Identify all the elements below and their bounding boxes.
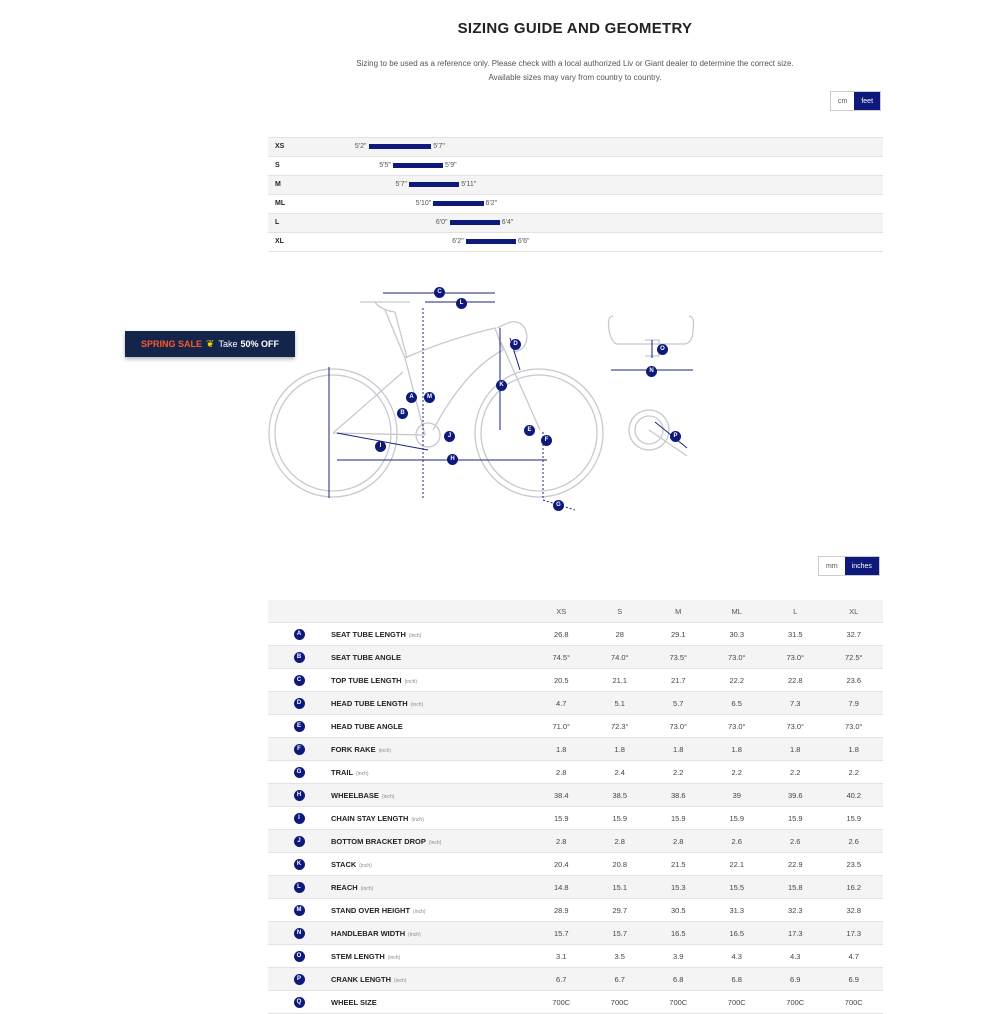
table-cell: 700C xyxy=(591,991,650,1014)
row-letter-badge: M xyxy=(294,905,305,916)
table-cell: 2.8 xyxy=(532,761,591,784)
size-row-ml xyxy=(268,194,883,213)
row-letter-badge: Q xyxy=(294,997,305,1008)
table-cell: 21.7 xyxy=(649,669,708,692)
row-name-text: STAND OVER HEIGHT xyxy=(331,905,411,915)
row-letter-cell xyxy=(268,784,330,807)
row-letter-cell xyxy=(268,830,330,853)
table-cell: 20.5 xyxy=(532,669,591,692)
row-letter-cell xyxy=(268,623,330,646)
table-cell: 31.5 xyxy=(766,623,825,646)
row-letter-cell xyxy=(268,876,330,899)
diagram-label-c: C xyxy=(434,287,445,298)
row-letter-cell xyxy=(268,738,330,761)
table-cell: 15.9 xyxy=(766,807,825,830)
page-title: SIZING GUIDE AND GEOMETRY xyxy=(457,20,693,37)
table-cell: 73.5° xyxy=(649,646,708,669)
table-cell: 30.3 xyxy=(708,623,767,646)
row-letter-badge: A xyxy=(294,629,305,640)
row-unit: (inch) xyxy=(381,793,395,800)
table-row xyxy=(268,853,883,876)
row-letter-badge: L xyxy=(294,882,305,893)
table-cell: 15.9 xyxy=(825,807,884,830)
table-cell: 39.6 xyxy=(766,784,825,807)
size-row-s xyxy=(268,156,883,175)
table-cell: 22.1 xyxy=(708,853,767,876)
table-cell: 4.3 xyxy=(708,945,767,968)
size-min-height: 5'2" xyxy=(354,143,367,150)
row-name xyxy=(330,876,532,899)
diagram-label-i: I xyxy=(375,441,386,452)
row-unit: (inch) xyxy=(410,701,424,708)
table-row xyxy=(268,991,883,1014)
table-cell: 16.2 xyxy=(825,876,884,899)
size-label: ML xyxy=(275,200,286,207)
row-name-text: TRAIL xyxy=(331,767,354,777)
row-name-text: BOTTOM BRACKET DROP xyxy=(331,836,426,846)
diagram-label-a: A xyxy=(406,392,417,403)
table-cell: 2.2 xyxy=(649,761,708,784)
row-unit: (inch) xyxy=(408,931,421,938)
table-row xyxy=(268,669,883,692)
row-name xyxy=(330,646,532,669)
table-cell: 14.8 xyxy=(532,876,591,899)
table-cell: 26.8 xyxy=(532,623,591,646)
size-column-header: L xyxy=(766,600,825,623)
table-cell: 1.8 xyxy=(825,738,884,761)
table-cell: 4.7 xyxy=(532,692,591,715)
size-column-header: XL xyxy=(825,600,884,623)
table-cell: 2.2 xyxy=(825,761,884,784)
table-cell: 5.7 xyxy=(649,692,708,715)
table-row xyxy=(268,899,883,922)
row-name-text: TOP TUBE LENGTH xyxy=(331,675,402,685)
table-cell: 73.0° xyxy=(766,646,825,669)
table-cell: 15.9 xyxy=(591,807,650,830)
table-cell: 38.6 xyxy=(649,784,708,807)
table-cell: 22.2 xyxy=(708,669,767,692)
banner-sale-text: SPRING SALE xyxy=(141,339,203,349)
size-range-bar xyxy=(466,239,516,244)
table-cell: 73.0° xyxy=(766,715,825,738)
row-name-text: FORK RAKE xyxy=(331,744,376,754)
table-cell: 73.0° xyxy=(708,715,767,738)
row-unit: (inch) xyxy=(408,632,422,639)
table-cell: 39 xyxy=(708,784,767,807)
row-unit: (inch) xyxy=(356,770,369,777)
row-unit: (inch) xyxy=(394,977,407,984)
row-name xyxy=(330,991,532,1014)
size-column-header: ML xyxy=(708,600,767,623)
row-name xyxy=(330,623,532,646)
size-min-height: 6'2" xyxy=(452,238,464,245)
table-cell: 17.3 xyxy=(825,922,884,945)
size-column-header: S xyxy=(591,600,650,623)
table-row xyxy=(268,830,883,853)
table-cell: 2.2 xyxy=(766,761,825,784)
table-cell: 700C xyxy=(825,991,884,1014)
table-cell: 5.1 xyxy=(591,692,650,715)
table-cell: 6.9 xyxy=(766,968,825,991)
table-cell: 72.3° xyxy=(591,715,650,738)
size-row-xs xyxy=(268,137,883,156)
row-letter-cell xyxy=(268,945,330,968)
size-min-height: 5'5" xyxy=(379,162,391,169)
row-letter-badge: G xyxy=(294,767,305,778)
row-unit: (inch) xyxy=(378,747,392,754)
table-cell: 29.7 xyxy=(591,899,650,922)
table-cell: 6.8 xyxy=(708,968,767,991)
size-label: S xyxy=(275,162,280,169)
diagram-label-o: O xyxy=(657,344,668,355)
row-name-text: REACH xyxy=(331,882,358,892)
table-cell: 15.7 xyxy=(591,922,650,945)
sprout-icon: ❦ xyxy=(206,338,215,350)
row-letter-cell xyxy=(268,922,330,945)
table-cell: 15.5 xyxy=(708,876,767,899)
row-name-text: HEAD TUBE LENGTH xyxy=(331,698,408,708)
row-name xyxy=(330,922,532,945)
table-cell: 20.8 xyxy=(591,853,650,876)
table-cell: 2.8 xyxy=(591,830,650,853)
row-name-text: WHEEL SIZE xyxy=(331,997,377,1007)
row-name-text: HANDLEBAR WIDTH xyxy=(331,928,406,938)
row-name-text: HEAD TUBE ANGLE xyxy=(331,721,403,731)
row-letter-cell xyxy=(268,761,330,784)
row-letter-cell xyxy=(268,669,330,692)
table-cell: 2.6 xyxy=(825,830,884,853)
table-cell: 15.1 xyxy=(591,876,650,899)
size-range-bar xyxy=(450,220,500,225)
row-name-text: STEM LENGTH xyxy=(331,951,385,961)
size-max-height: 5'9" xyxy=(445,162,457,169)
row-name xyxy=(330,853,532,876)
size-column-header: XS xyxy=(532,600,591,623)
size-max-height: 6'6" xyxy=(517,238,530,245)
size-range-bar xyxy=(409,182,459,187)
table-cell: 6.5 xyxy=(708,692,767,715)
table-cell: 2.6 xyxy=(708,830,767,853)
size-label: M xyxy=(275,181,281,188)
size-column-header: M xyxy=(649,600,708,623)
table-cell: 700C xyxy=(532,991,591,1014)
table-cell: 3.5 xyxy=(591,945,650,968)
table-cell: 32.8 xyxy=(825,899,884,922)
row-name xyxy=(330,830,532,853)
table-cell: 17.3 xyxy=(766,922,825,945)
row-name xyxy=(330,761,532,784)
size-row-xl xyxy=(268,232,883,252)
row-name-text: CHAIN STAY LENGTH xyxy=(331,813,409,823)
table-cell: 23.6 xyxy=(825,669,884,692)
table-cell: 32.7 xyxy=(825,623,884,646)
row-letter-cell xyxy=(268,853,330,876)
subtitle-line-2: Available sizes may vary from country to country. xyxy=(488,73,662,82)
table-cell: 1.8 xyxy=(766,738,825,761)
banner-take-text: Take xyxy=(218,339,238,349)
row-name xyxy=(330,899,532,922)
row-letter-badge: J xyxy=(294,836,305,847)
table-row xyxy=(268,715,883,738)
diagram-label-g: G xyxy=(553,500,564,511)
banner-discount-text: 50% OFF xyxy=(240,339,279,349)
table-row xyxy=(268,623,883,646)
diagram-label-e: E xyxy=(524,425,535,436)
row-unit: (inch) xyxy=(387,954,401,961)
size-max-height: 5'11" xyxy=(461,181,477,188)
table-cell: 23.5 xyxy=(825,853,884,876)
diagram-label-l: L xyxy=(456,298,467,309)
row-letter-badge: K xyxy=(294,859,305,870)
row-letter-cell xyxy=(268,968,330,991)
table-cell: 16.5 xyxy=(649,922,708,945)
row-name-text: SEAT TUBE ANGLE xyxy=(331,652,402,662)
table-cell: 15.9 xyxy=(649,807,708,830)
row-letter-badge: B xyxy=(294,652,305,663)
size-range-bar xyxy=(393,163,443,168)
table-cell: 6.9 xyxy=(825,968,884,991)
table-row xyxy=(268,968,883,991)
diagram-label-b: B xyxy=(397,408,408,419)
table-cell: 4.7 xyxy=(825,945,884,968)
size-max-height: 5'7" xyxy=(433,143,445,150)
size-row-m xyxy=(268,175,883,194)
row-letter-cell xyxy=(268,692,330,715)
inches-toggle-button[interactable]: inches xyxy=(845,557,879,575)
row-letter-badge: H xyxy=(294,790,305,801)
table-cell: 40.2 xyxy=(825,784,884,807)
table-cell: 31.3 xyxy=(708,899,767,922)
table-cell: 1.8 xyxy=(532,738,591,761)
row-unit: (inch) xyxy=(404,678,418,685)
table-cell: 73.0° xyxy=(649,715,708,738)
size-label: XL xyxy=(275,238,284,245)
table-row xyxy=(268,876,883,899)
height-unit-toggle xyxy=(830,91,881,111)
row-name-text: CRANK LENGTH xyxy=(331,974,391,984)
table-cell: 700C xyxy=(766,991,825,1014)
rider-height-chart xyxy=(268,137,883,252)
row-name xyxy=(330,738,532,761)
table-row xyxy=(268,738,883,761)
table-cell: 15.8 xyxy=(766,876,825,899)
row-letter-badge: D xyxy=(294,698,305,709)
table-row xyxy=(268,807,883,830)
table-row xyxy=(268,761,883,784)
table-cell: 1.8 xyxy=(591,738,650,761)
table-cell: 29.1 xyxy=(649,623,708,646)
row-letter-cell xyxy=(268,807,330,830)
row-letter-cell xyxy=(268,899,330,922)
row-name xyxy=(330,968,532,991)
row-unit: (inch) xyxy=(413,908,426,915)
table-cell: 4.3 xyxy=(766,945,825,968)
size-label: L xyxy=(275,219,280,226)
front-wheel xyxy=(475,369,603,497)
row-letter-badge: E xyxy=(294,721,305,732)
crankset-diagram xyxy=(625,400,700,470)
geometry-unit-toggle xyxy=(818,556,880,576)
table-cell: 15.7 xyxy=(532,922,591,945)
diagram-label-f: F xyxy=(541,435,552,446)
table-cell: 21.5 xyxy=(649,853,708,876)
table-row xyxy=(268,945,883,968)
row-name xyxy=(330,784,532,807)
row-letter-badge: F xyxy=(294,744,305,755)
table-cell: 20.4 xyxy=(532,853,591,876)
table-cell: 3.9 xyxy=(649,945,708,968)
row-name xyxy=(330,807,532,830)
table-cell: 700C xyxy=(708,991,767,1014)
geometry-header-row xyxy=(268,600,883,623)
table-cell: 32.3 xyxy=(766,899,825,922)
row-name-text: SEAT TUBE LENGTH xyxy=(331,629,406,639)
geometry-table xyxy=(268,600,883,1014)
row-unit: (inch) xyxy=(359,862,372,869)
table-cell: 700C xyxy=(649,991,708,1014)
size-min-height: 6'0" xyxy=(435,219,448,226)
table-cell: 73.0° xyxy=(708,646,767,669)
table-cell: 6.8 xyxy=(649,968,708,991)
row-name xyxy=(330,692,532,715)
row-letter-cell xyxy=(268,991,330,1014)
table-cell: 2.8 xyxy=(649,830,708,853)
row-letter-badge: C xyxy=(294,675,305,686)
row-letter-badge: O xyxy=(294,951,305,962)
table-row xyxy=(268,692,883,715)
row-name-text: WHEELBASE xyxy=(331,790,379,800)
row-letter-cell xyxy=(268,646,330,669)
table-cell: 16.5 xyxy=(708,922,767,945)
table-cell: 74.5° xyxy=(532,646,591,669)
diagram-label-d: D xyxy=(510,339,521,350)
table-row xyxy=(268,784,883,807)
diagram-label-j: J xyxy=(444,431,455,442)
header-spacer xyxy=(268,600,532,623)
size-row-l xyxy=(268,213,883,232)
table-cell: 15.9 xyxy=(532,807,591,830)
table-cell: 38.5 xyxy=(591,784,650,807)
table-cell: 30.5 xyxy=(649,899,708,922)
row-name xyxy=(330,945,532,968)
table-cell: 6.7 xyxy=(591,968,650,991)
size-max-height: 6'4" xyxy=(501,219,514,226)
table-cell: 2.8 xyxy=(532,830,591,853)
table-row xyxy=(268,922,883,945)
size-min-height: 5'7" xyxy=(395,181,407,188)
table-cell: 3.1 xyxy=(532,945,591,968)
row-name-text: STACK xyxy=(331,859,357,869)
diagram-label-n: N xyxy=(646,366,657,377)
table-cell: 15.9 xyxy=(708,807,767,830)
table-cell: 73.0° xyxy=(825,715,884,738)
size-range-bar xyxy=(369,144,432,149)
row-letter-cell xyxy=(268,715,330,738)
table-cell: 74.0° xyxy=(591,646,650,669)
row-name xyxy=(330,669,532,692)
dimension-lines xyxy=(329,293,575,510)
table-cell: 71.0° xyxy=(532,715,591,738)
bike-line-art xyxy=(269,302,603,497)
row-unit: (inch) xyxy=(428,839,442,846)
table-cell: 15.3 xyxy=(649,876,708,899)
size-max-height: 6'2" xyxy=(485,200,498,207)
table-cell: 2.2 xyxy=(708,761,767,784)
subtitle-line-1: Sizing to be used as a reference only. Please check with a local authorized Liv or Giant dealer to determine the correct size. xyxy=(356,59,794,68)
size-min-height: 5'10" xyxy=(415,200,432,207)
table-cell: 38.4 xyxy=(532,784,591,807)
table-cell: 28 xyxy=(591,623,650,646)
mm-toggle-button[interactable]: mm xyxy=(819,557,845,575)
diagram-label-h: H xyxy=(447,454,458,465)
table-cell: 7.3 xyxy=(766,692,825,715)
diagram-label-m: M xyxy=(424,392,435,403)
table-row xyxy=(268,646,883,669)
cm-toggle-button[interactable]: cm xyxy=(831,92,854,110)
row-name xyxy=(330,715,532,738)
table-cell: 21.1 xyxy=(591,669,650,692)
row-letter-badge: P xyxy=(294,974,305,985)
table-cell: 7.9 xyxy=(825,692,884,715)
row-unit: (inch) xyxy=(360,885,374,892)
table-cell: 22.9 xyxy=(766,853,825,876)
diagram-label-p: P xyxy=(670,431,681,442)
feet-toggle-button[interactable]: feet xyxy=(854,92,880,110)
table-cell: 2.4 xyxy=(591,761,650,784)
table-cell: 2.6 xyxy=(766,830,825,853)
size-label: XS xyxy=(275,143,285,150)
table-cell: 72.5° xyxy=(825,646,884,669)
table-cell: 28.9 xyxy=(532,899,591,922)
row-unit: (inch) xyxy=(411,816,424,823)
row-letter-badge: I xyxy=(294,813,305,824)
size-range-bar xyxy=(433,201,483,206)
table-cell: 6.7 xyxy=(532,968,591,991)
table-cell: 1.8 xyxy=(649,738,708,761)
row-letter-badge: N xyxy=(294,928,305,939)
table-cell: 22.8 xyxy=(766,669,825,692)
table-cell: 1.8 xyxy=(708,738,767,761)
diagram-label-k: K xyxy=(496,380,507,391)
